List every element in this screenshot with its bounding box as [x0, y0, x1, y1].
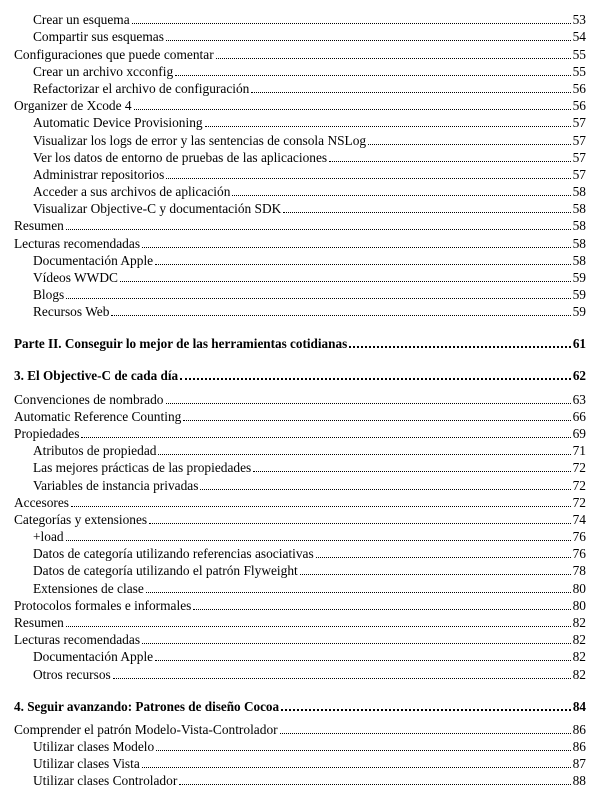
entry-page-number: 55: [572, 46, 586, 62]
toc-chapter-heading: [14, 690, 586, 714]
entry-title: Resumen: [14, 218, 64, 234]
entry-page-number: 82: [572, 666, 586, 682]
dot-leader: [66, 626, 571, 627]
entry-title: Convenciones de nombrado: [14, 391, 164, 407]
entry-title: Crear un archivo xcconfig: [33, 63, 174, 79]
entry-title: Automatic Device Provisioning: [33, 115, 203, 131]
dot-leader: [111, 315, 570, 316]
dot-leader: [113, 678, 571, 679]
toc-subsection-entry: [14, 62, 586, 79]
dot-leader: [66, 298, 570, 299]
dot-leader: [329, 161, 570, 162]
toc-section-entry: [14, 493, 586, 510]
dot-leader: [349, 346, 571, 348]
dot-leader: [232, 195, 570, 196]
table-of-contents: [14, 10, 586, 788]
toc-subsection-entry: [14, 441, 586, 458]
dot-leader: [142, 767, 571, 768]
entry-title: Propiedades: [14, 425, 80, 441]
dot-leader: [134, 109, 571, 110]
entry-title: Documentación Apple: [33, 252, 154, 268]
entry-title: Las mejores prácticas de las propiedades: [33, 460, 252, 476]
entry-page-number: 59: [572, 287, 586, 303]
dot-leader: [120, 281, 571, 282]
entry-title: Documentación Apple: [33, 649, 154, 665]
dot-leader: [200, 489, 570, 490]
toc-subsection-entry: [14, 737, 586, 754]
entry-title: Acceder a sus archivos de aplicación: [33, 184, 231, 200]
entry-page-number: 59: [572, 304, 586, 320]
toc-subsection-entry: [14, 113, 586, 130]
dot-leader: [166, 403, 571, 404]
dot-leader: [155, 660, 570, 661]
dot-leader: [166, 40, 571, 41]
entry-page-number: 66: [572, 408, 586, 424]
toc-subsection-entry: [14, 285, 586, 302]
entry-page-number: 72: [572, 477, 586, 493]
entry-title: Visualizar los logs de error y las sentencias de consola NSLog: [33, 132, 367, 148]
toc-section-entry: [14, 596, 586, 613]
dot-leader: [183, 420, 570, 421]
dot-leader: [158, 454, 570, 455]
entry-page-number: 57: [572, 149, 586, 165]
entry-title: Otros recursos: [33, 666, 111, 682]
entry-title: Comprender el patrón Modelo-Vista-Controlador: [14, 721, 278, 737]
entry-page-number: 72: [572, 460, 586, 476]
dot-leader: [253, 471, 570, 472]
entry-title: Categorías y extensiones: [14, 511, 148, 527]
entry-page-number: 86: [572, 738, 586, 754]
entry-title: Crear un esquema: [33, 12, 130, 28]
entry-title: Accesores: [14, 494, 70, 510]
entry-title: Datos de categoría utilizando referencias asociativas: [33, 546, 314, 562]
toc-section-entry: [14, 96, 586, 113]
entry-page-number: 59: [572, 270, 586, 285]
toc-section-entry: [14, 720, 586, 737]
entry-title: Blogs: [33, 287, 65, 303]
toc-part-heading: [14, 327, 586, 351]
entry-title: Utilizar clases Vista: [33, 756, 140, 772]
toc-section-entry: [14, 424, 586, 441]
dot-leader: [316, 557, 571, 558]
entry-page-number: 57: [572, 166, 586, 182]
toc-subsection-entry: [14, 268, 586, 285]
entry-page-number: 56: [572, 80, 586, 96]
dot-leader: [251, 92, 570, 93]
entry-page-number: 78: [572, 563, 586, 579]
entry-title: Protocolos formales e informales: [14, 597, 192, 613]
toc-section-entry: [14, 389, 586, 406]
toc-subsection-entry: [14, 148, 586, 165]
toc-section-entry: [14, 630, 586, 647]
dot-leader: [71, 506, 571, 507]
toc-subsection-entry: [14, 475, 586, 492]
dot-leader: [156, 750, 570, 751]
dot-leader: [166, 178, 570, 179]
toc-section-entry: [14, 44, 586, 61]
toc-subsection-entry: [14, 302, 586, 319]
entry-page-number: 58: [572, 218, 586, 234]
entry-title: Visualizar Objective-C y documentación SDK: [33, 201, 282, 217]
dot-leader: [132, 23, 571, 24]
toc-subsection-entry: [14, 578, 586, 595]
entry-title: Resumen: [14, 615, 64, 630]
entry-page-number: 80: [572, 580, 586, 596]
entry-title: Automatic Reference Counting: [14, 408, 182, 424]
entry-page-number: 74: [572, 511, 586, 527]
toc-chapter-heading: [14, 359, 586, 383]
part-title: Parte II. Conseguir lo mejor de las herramientas cotidianas: [14, 336, 348, 352]
dot-leader: [81, 437, 570, 438]
entry-page-number: 86: [572, 721, 586, 737]
toc-section-entry: [14, 613, 586, 630]
toc-subsection-entry: [14, 647, 586, 664]
entry-page-number: 80: [572, 597, 586, 613]
entry-title: Utilizar clases Controlador: [33, 773, 178, 789]
dot-leader: [280, 733, 571, 734]
part-page-number: 61: [572, 336, 586, 352]
entry-title: Atributos de propiedad: [33, 443, 157, 459]
entry-title: Ver los datos de entorno de pruebas de las aplicaciones: [33, 149, 328, 165]
chapter-page-number: 84: [572, 698, 586, 714]
dot-leader: [216, 58, 571, 59]
entry-page-number: 88: [572, 773, 586, 789]
entry-page-number: 76: [572, 546, 586, 562]
toc-subsection-entry: [14, 182, 586, 199]
dot-leader: [205, 126, 571, 127]
entry-title: Datos de categoría utilizando el patrón Flyweight: [33, 563, 298, 579]
dot-leader: [149, 523, 570, 524]
dot-leader: [66, 229, 571, 230]
toc-subsection-entry: [14, 130, 586, 147]
entry-title: Utilizar clases Modelo: [33, 738, 155, 754]
entry-page-number: 56: [572, 98, 586, 114]
entry-page-number: 57: [572, 115, 586, 131]
entry-page-number: 58: [572, 235, 586, 251]
toc-subsection-entry: [14, 251, 586, 268]
chapter-page-number: 62: [572, 368, 586, 384]
dot-leader: [175, 75, 570, 76]
entry-page-number: 76: [572, 529, 586, 545]
toc-subsection-entry: [14, 754, 586, 771]
entry-title: +load: [33, 529, 64, 545]
toc-subsection-entry: [14, 664, 586, 681]
entry-page-number: 72: [572, 494, 586, 510]
entry-title: Vídeos WWDC: [33, 270, 118, 285]
toc-subsection-entry: [14, 10, 586, 27]
entry-title: Organizer de Xcode 4: [14, 98, 132, 114]
entry-title: Lecturas recomendadas: [14, 632, 141, 648]
entry-title: Recursos Web: [33, 304, 110, 320]
dot-leader: [193, 609, 570, 610]
entry-page-number: 82: [572, 615, 586, 630]
entry-page-number: 63: [572, 391, 586, 407]
toc-section-list: [14, 10, 586, 319]
entry-page-number: 87: [572, 756, 586, 772]
entry-title: Lecturas recomendadas: [14, 235, 141, 251]
entry-title: Refactorizar el archivo de configuración: [33, 80, 250, 96]
entry-title: Variables de instancia privadas: [33, 477, 199, 493]
dot-leader: [283, 212, 570, 213]
toc-section-entry: [14, 407, 586, 424]
chapter-title: 4. Seguir avanzando: Patrones de diseño Cocoa: [14, 698, 280, 714]
dot-leader: [368, 144, 570, 145]
dot-leader: [142, 247, 571, 248]
dot-leader: [66, 540, 571, 541]
entry-page-number: 82: [572, 649, 586, 665]
dot-leader: [155, 264, 570, 265]
entry-page-number: 58: [572, 201, 586, 217]
entry-page-number: 82: [572, 632, 586, 648]
toc-subsection-entry: [14, 165, 586, 182]
dot-leader: [146, 592, 571, 593]
entry-title: Administrar repositorios: [33, 166, 165, 182]
dot-leader: [142, 643, 571, 644]
dot-leader: [300, 574, 571, 575]
toc-subsection-entry: [14, 527, 586, 544]
entry-page-number: 69: [572, 425, 586, 441]
toc-subsection-entry: [14, 544, 586, 561]
toc-section-list: [14, 720, 586, 789]
dot-leader: [179, 784, 570, 785]
toc-section-list: [14, 389, 586, 681]
entry-page-number: 54: [572, 29, 586, 45]
toc-subsection-entry: [14, 27, 586, 44]
toc-subsection-entry: [14, 458, 586, 475]
entry-page-number: 55: [572, 63, 586, 79]
toc-subsection-entry: [14, 79, 586, 96]
toc-subsection-entry: [14, 199, 586, 216]
toc-section-entry: [14, 216, 586, 233]
entry-page-number: 58: [572, 184, 586, 200]
toc-section-entry: [14, 510, 586, 527]
toc-subsection-entry: [14, 561, 586, 578]
entry-page-number: 58: [572, 252, 586, 268]
toc-subsection-entry: [14, 771, 586, 788]
chapter-title: 3. El Objective-C de cada día: [14, 368, 179, 384]
entry-page-number: 71: [572, 443, 586, 459]
entry-title: Extensiones de clase: [33, 580, 144, 596]
dot-leader: [180, 378, 571, 380]
entry-page-number: 53: [572, 12, 586, 28]
toc-section-entry: [14, 233, 586, 250]
entry-page-number: 57: [572, 132, 586, 148]
entry-title: Configuraciones que puede comentar: [14, 46, 214, 62]
dot-leader: [281, 709, 571, 711]
entry-title: Compartir sus esquemas: [33, 29, 164, 45]
